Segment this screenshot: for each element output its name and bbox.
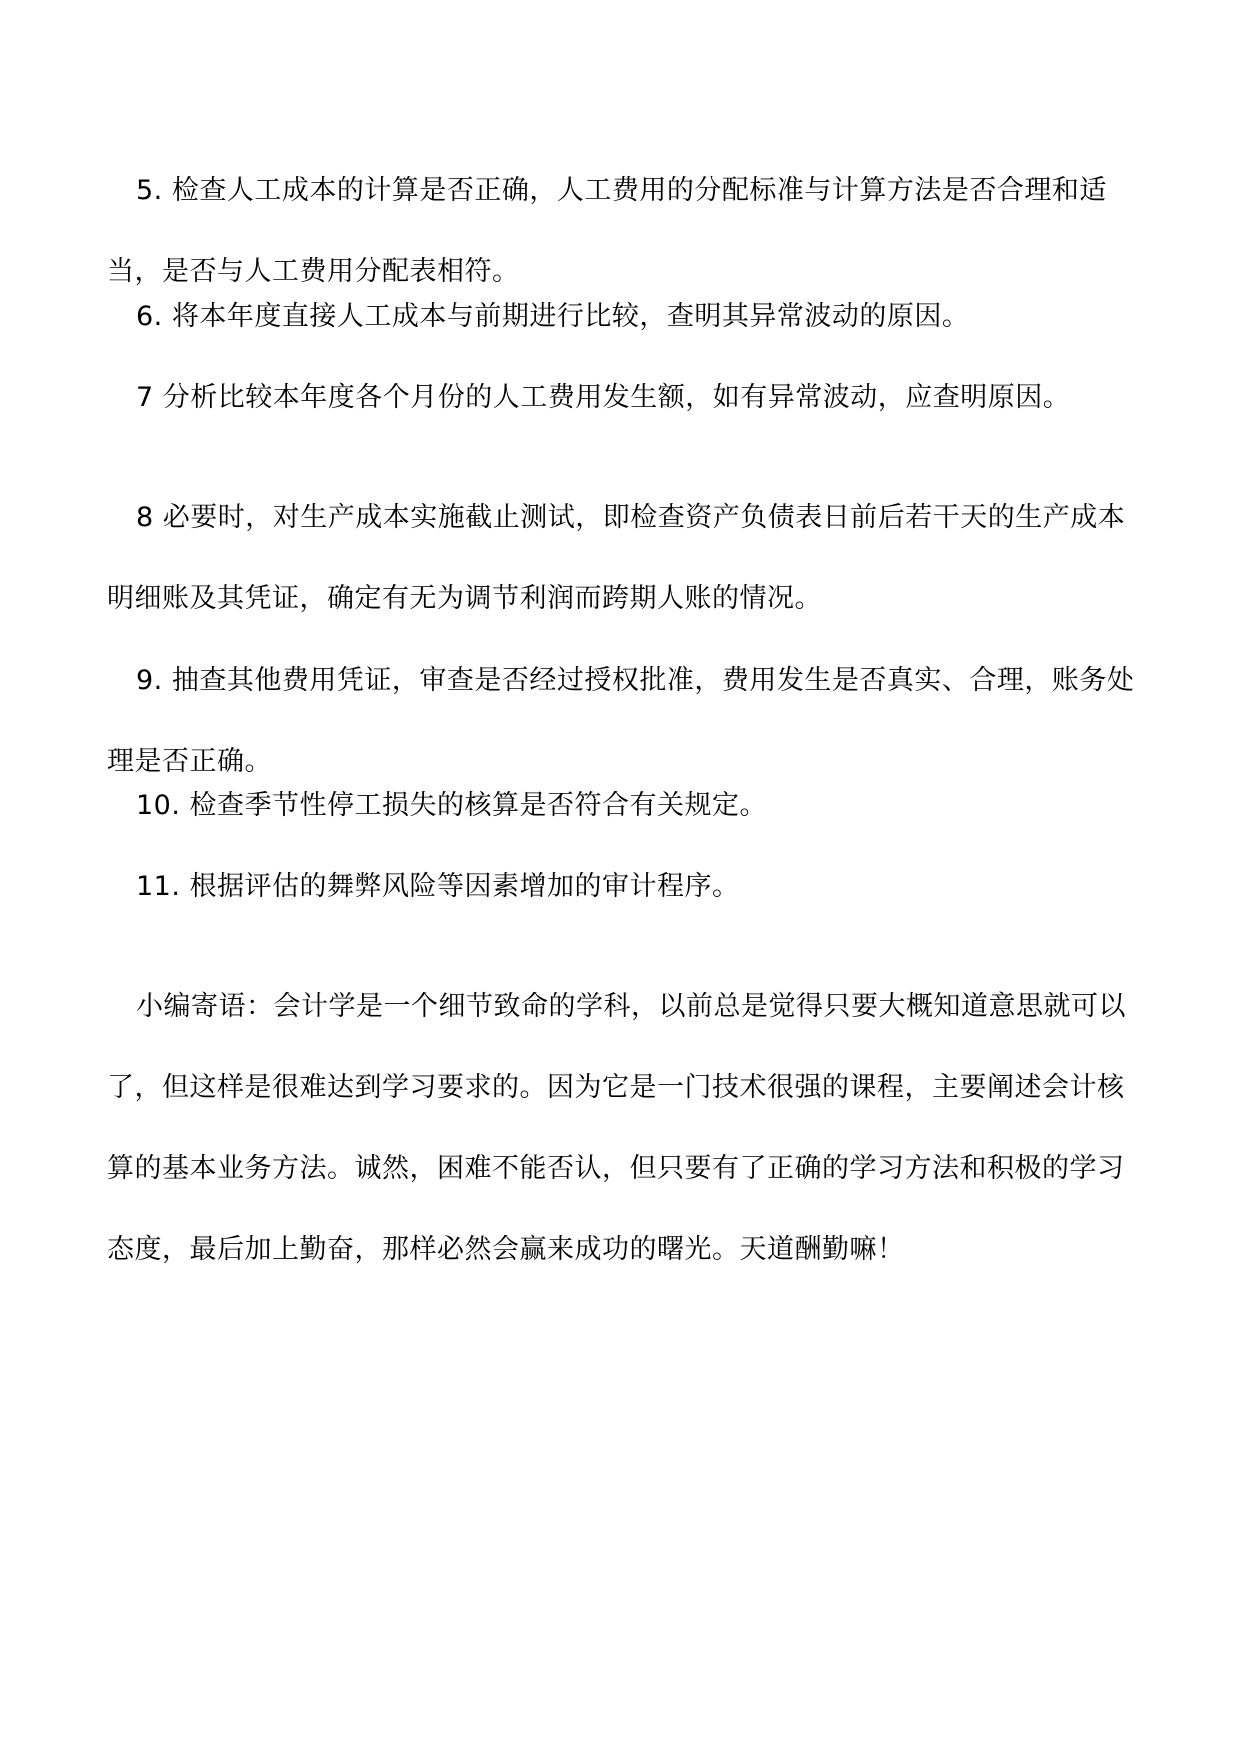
paragraph-item-10: 10. 检查季节性停工损失的核算是否符合有关规定。 bbox=[136, 790, 768, 821]
paragraph-item-8: 8 必要时，对生产成本实施截止测试，即检查资产负债表日前后若干天的生产成本明细账及其凭证，确定有无为调节利润而跨期人账的情况。 bbox=[107, 502, 1126, 614]
paragraph-item-11: 11. 根据评估的舞弊风险等因素增加的审计程序。 bbox=[136, 871, 740, 902]
editor-note-paragraph: 小编寄语：会计学是一个细节致命的学科，以前总是觉得只要大概知道意思就可以了，但这样是很难达到学习要求的。因为它是一门技术很强的课程，主要阐述会计核算的基本业务方法。诚然，困难不能否认，但只要有了正确的学习方法和积极的学习态度，最后加上勤奋，那样必然会赢来成功的曙光。天道酬勤嘛！ bbox=[107, 991, 1126, 1265]
paragraph-item-9: 9. 抽查其他费用凭证，审查是否经过授权批准，费用发生是否真实、合理，账务处理是否正确。 bbox=[107, 665, 1135, 777]
paragraph-item-7: 7 分析比较本年度各个月份的人工费用发生额，如有异常波动，应查明原因。 bbox=[136, 382, 1071, 413]
paragraph-item-5: 5. 检查人工成本的计算是否正确，人工费用的分配标准与计算方法是否合理和适当，是否与人工费用分配表相符。 bbox=[107, 175, 1107, 287]
paragraph-item-6: 6. 将本年度直接人工成本与前期进行比较，查明其异常波动的原因。 bbox=[136, 301, 970, 332]
